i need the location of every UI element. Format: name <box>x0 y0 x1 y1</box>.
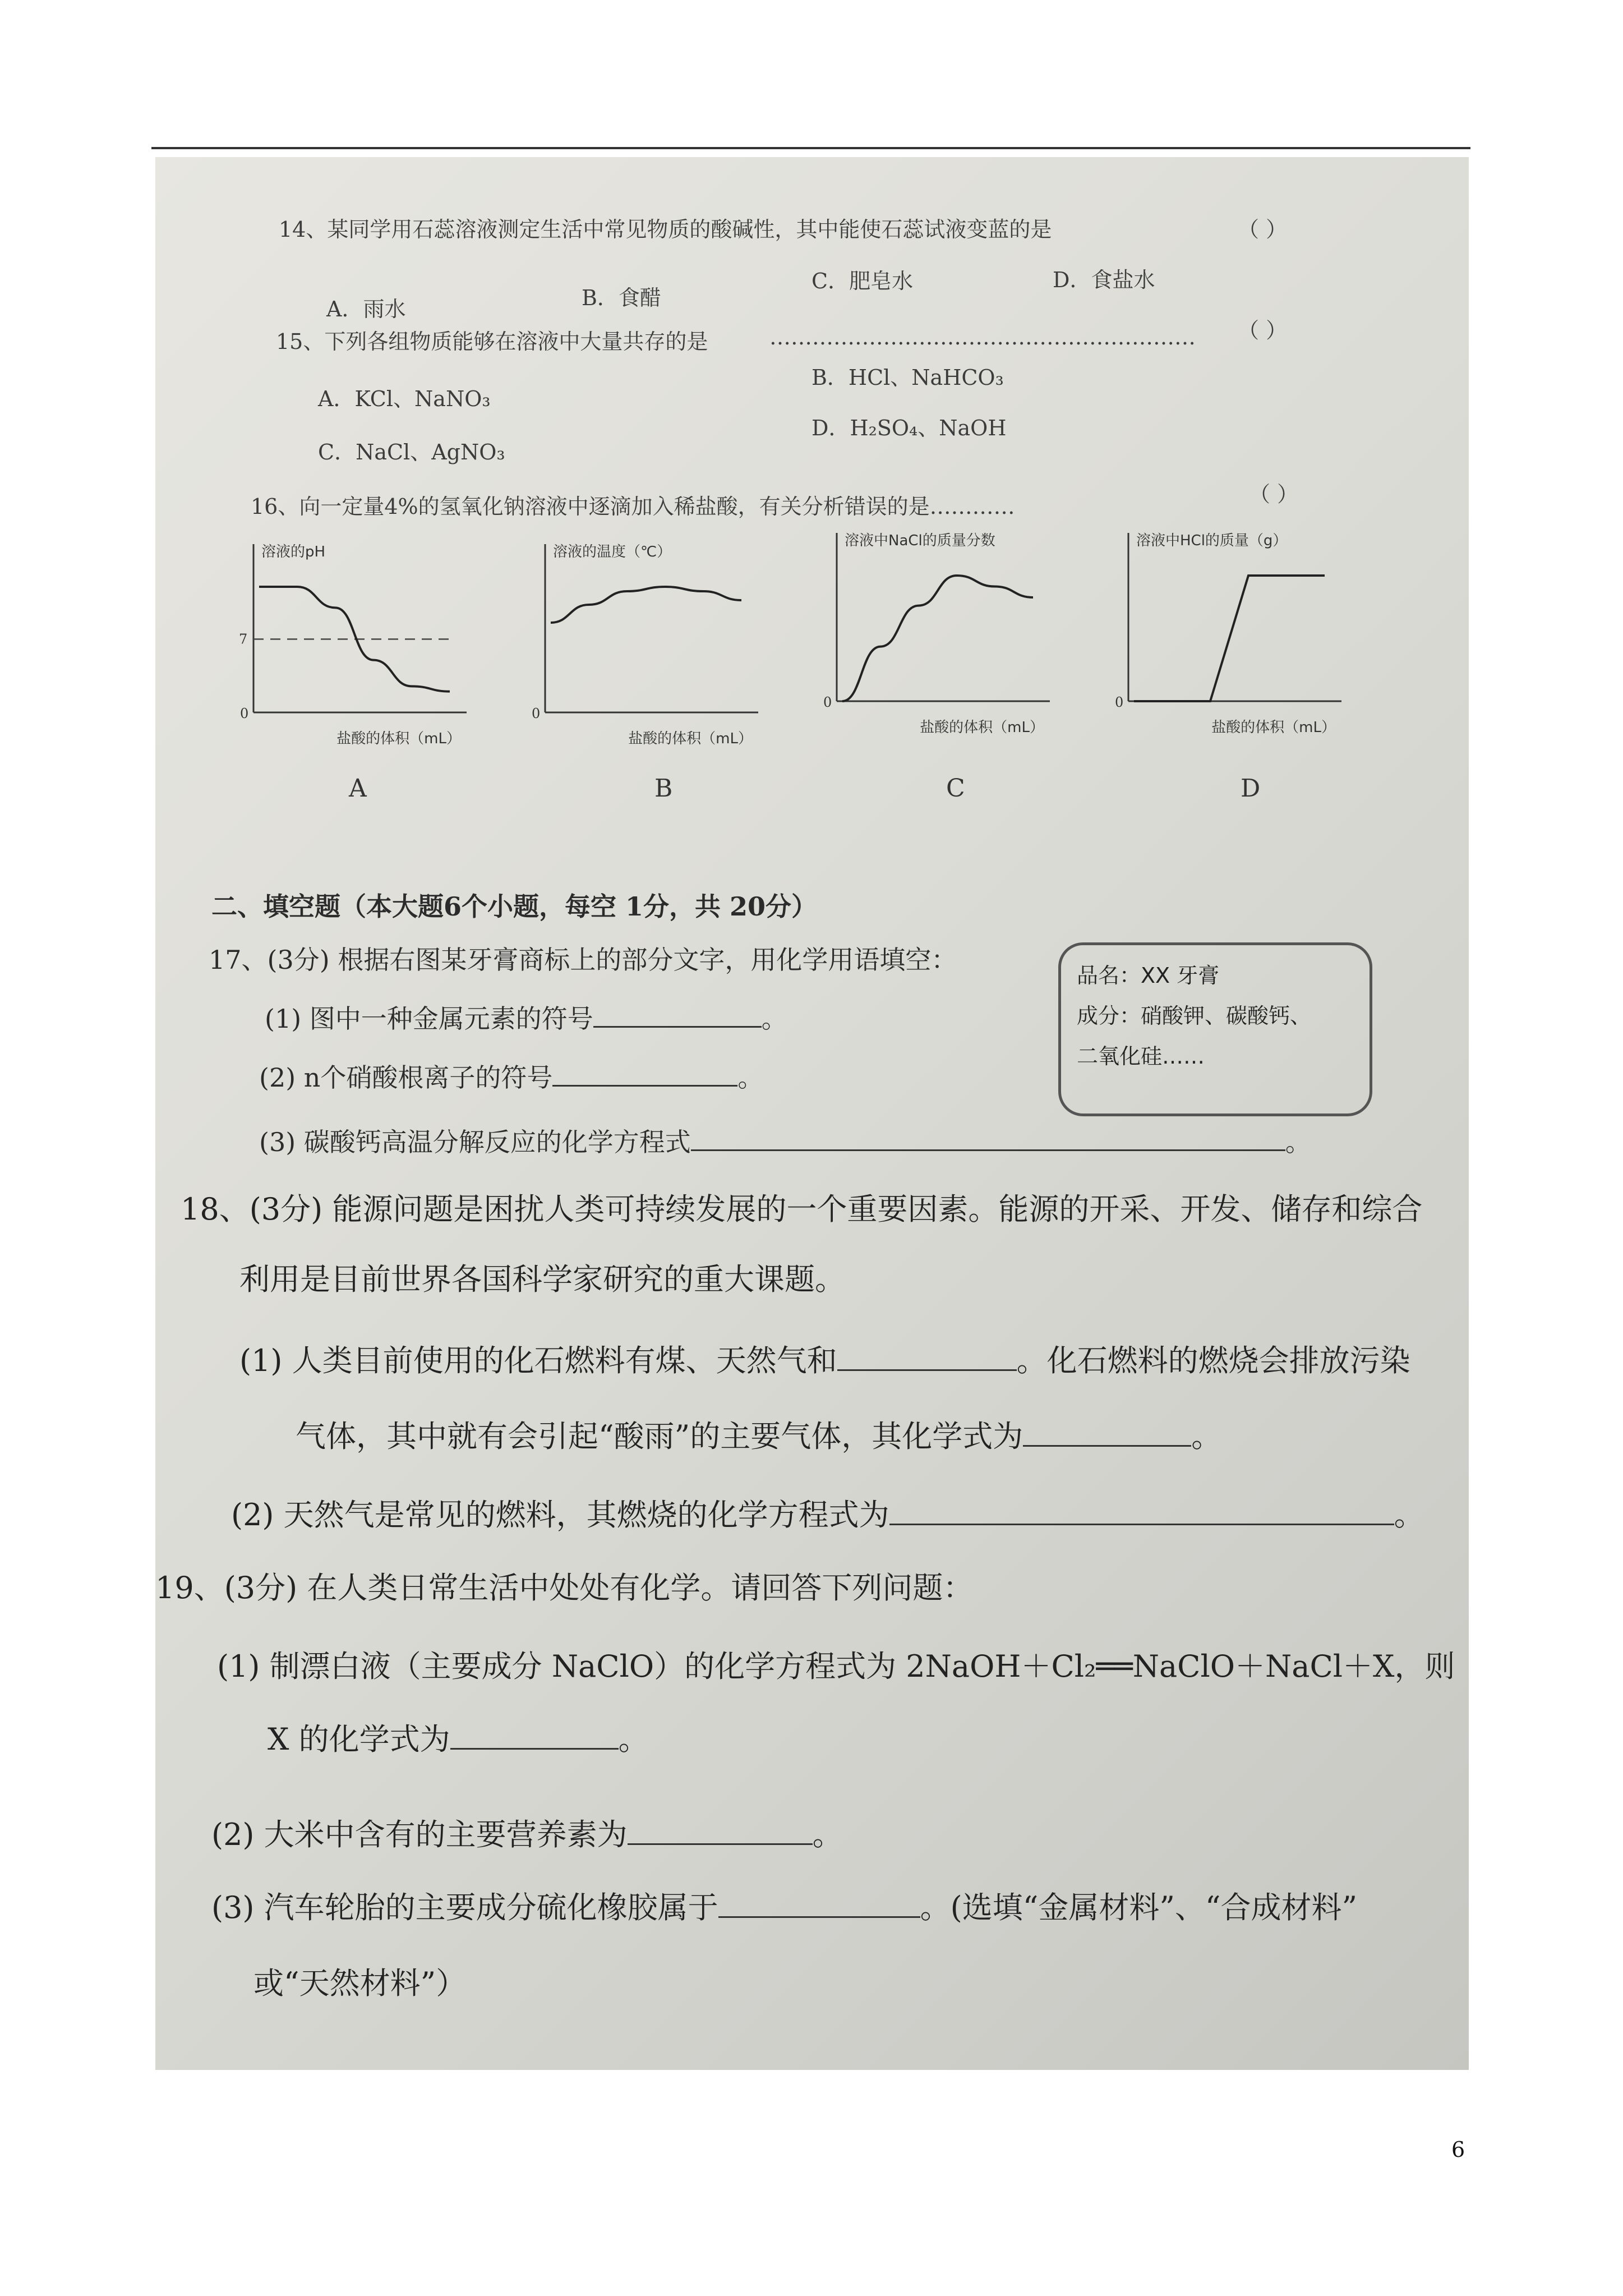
q15-option-c: C．NaCl、AgNO₃ <box>318 440 505 464</box>
chart-c-letter: C <box>946 774 965 803</box>
q17-blank-2[interactable] <box>552 1084 737 1087</box>
q17-sub1: (1) 图中一种金属元素的符号 。 <box>265 1004 787 1034</box>
q18-stem-line1: 18、(3分) 能源问题是困扰人类可持续发展的一个重要因素。能源的开采、开发、储存和综合 <box>181 1191 1423 1227</box>
x-axis-label: 盐酸的体积（mL） <box>1211 719 1336 736</box>
y-axis-label: 溶液的pH <box>261 544 326 560</box>
q15-dots: …………………………………………………… <box>769 325 1196 349</box>
series-line <box>842 576 1033 701</box>
label-line-1: 品名：XX 牙膏 <box>1077 963 1220 988</box>
series-line <box>551 587 741 623</box>
q16-stem: 16、向一定量4%的氢氧化钠溶液中逐滴加入稀盐酸，有关分析错误的是………… <box>251 494 1015 519</box>
q18-sub1: (1) 人类目前使用的化石燃料有煤、天然气和 。化石燃料的燃烧会排放污染 <box>239 1343 1410 1378</box>
q19-blank-2[interactable] <box>628 1843 813 1845</box>
chart-b <box>520 527 783 763</box>
chart-c <box>811 516 1075 752</box>
origin-label: 0 <box>532 706 541 721</box>
q19-sub1: (1) 制漂白液（主要成分 NaClO）的化学方程式为 2NaOH＋Cl₂══NaClO＋NaCl＋X，则 <box>217 1649 1455 1684</box>
q19-blank-1[interactable] <box>450 1747 619 1750</box>
q17-blank-1[interactable] <box>593 1025 762 1028</box>
y-axis-label: 溶液中HCl的质量（g） <box>1136 532 1288 549</box>
q14-option-a: A．雨水 <box>326 297 406 321</box>
q15-option-a: A．KCl、NaNO₃ <box>318 386 491 411</box>
chart-b-letter: B <box>654 774 673 803</box>
q14-option-b: B．食醋 <box>582 286 661 310</box>
q17-sub3: (3) 碳酸钙高温分解反应的化学方程式 。 <box>259 1127 1311 1157</box>
q19-blank-3[interactable] <box>718 1916 920 1918</box>
toothpaste-label <box>1058 942 1372 1116</box>
q18-sub2: (2) 天然气是常见的燃料，其燃烧的化学方程式为 。 <box>231 1497 1424 1533</box>
chart-d-svg <box>1103 516 1367 752</box>
origin-label: 0 <box>1115 694 1124 710</box>
q18-blank-3[interactable] <box>889 1523 1394 1525</box>
header-rule <box>151 147 1470 149</box>
q14-stem: 14、某同学用石蕊溶液测定生活中常见物质的酸碱性，其中能使石蕊试液变蓝的是 <box>279 217 1052 242</box>
series-line <box>1134 576 1325 701</box>
q19-sub3: (3) 汽车轮胎的主要成分硫化橡胶属于 。(选填“金属材料”、“合成材料” <box>211 1890 1358 1925</box>
q14-option-c: C．肥皂水 <box>811 269 914 293</box>
q15-option-b: B．HCl、NaHCO₃ <box>811 365 1004 390</box>
label-line-2: 成分：硝酸钾、碳酸钙、 <box>1077 1004 1312 1029</box>
q18-blank-2[interactable] <box>1023 1444 1191 1447</box>
q15-option-d: D．H₂SO₄、NaOH <box>811 416 1007 440</box>
q19-stem: 19、(3分) 在人类日常生活中处处有化学。请回答下列问题： <box>155 1570 974 1605</box>
q17-sub2: (2) n个硝酸根离子的符号 。 <box>259 1062 764 1093</box>
x-axis-label: 盐酸的体积（mL） <box>628 730 753 747</box>
y-tick-label: 7 <box>239 631 248 647</box>
q14-paren: （ ） <box>1238 217 1288 242</box>
y-axis-label: 溶液的温度（℃） <box>553 544 672 560</box>
chart-a <box>228 527 492 763</box>
q16-paren: （ ） <box>1249 482 1299 507</box>
x-axis-label: 盐酸的体积（mL） <box>920 719 1044 736</box>
origin-label: 0 <box>823 694 832 710</box>
page-number: 6 <box>1451 2137 1465 2162</box>
q17-stem: 17、(3分) 根据右图某牙膏商标上的部分文字，用化学用语填空： <box>209 945 957 975</box>
q15-paren: （ ） <box>1238 318 1288 343</box>
q14-option-d: D．食盐水 <box>1053 268 1155 292</box>
chart-d <box>1103 516 1367 752</box>
y-axis-label: 溶液中NaCl的质量分数 <box>845 532 995 549</box>
chart-a-letter: A <box>349 774 367 803</box>
q19-sub2: (2) 大米中含有的主要营养素为 。 <box>211 1817 843 1852</box>
exam-photo <box>155 157 1469 2070</box>
q19-sub3-cont: 或“天然材料”） <box>253 1966 467 2001</box>
chart-c-svg <box>811 516 1075 752</box>
x-axis-label: 盐酸的体积（mL） <box>336 730 461 747</box>
chart-a-svg <box>228 527 492 763</box>
q17-blank-3[interactable] <box>691 1149 1285 1151</box>
q15-stem: 15、下列各组物质能够在溶液中大量共存的是 <box>276 329 708 354</box>
label-line-3: 二氧化硅…… <box>1077 1044 1205 1069</box>
q18-blank-1[interactable] <box>837 1369 1017 1371</box>
q18-sub1-cont: 气体，其中就有会引起“酸雨”的主要气体，其化学式为 。 <box>296 1419 1222 1454</box>
chart-b-svg <box>520 527 783 763</box>
q19-sub1-cont: X 的化学式为 。 <box>268 1722 649 1757</box>
section2-title: 二、填空题（本大题6个小题，每空 1分，共 20分） <box>211 891 818 922</box>
q18-stem-line2: 利用是目前世界各国科学家研究的重大课题。 <box>239 1262 845 1297</box>
chart-d-letter: D <box>1241 774 1261 803</box>
origin-label: 0 <box>240 706 249 721</box>
